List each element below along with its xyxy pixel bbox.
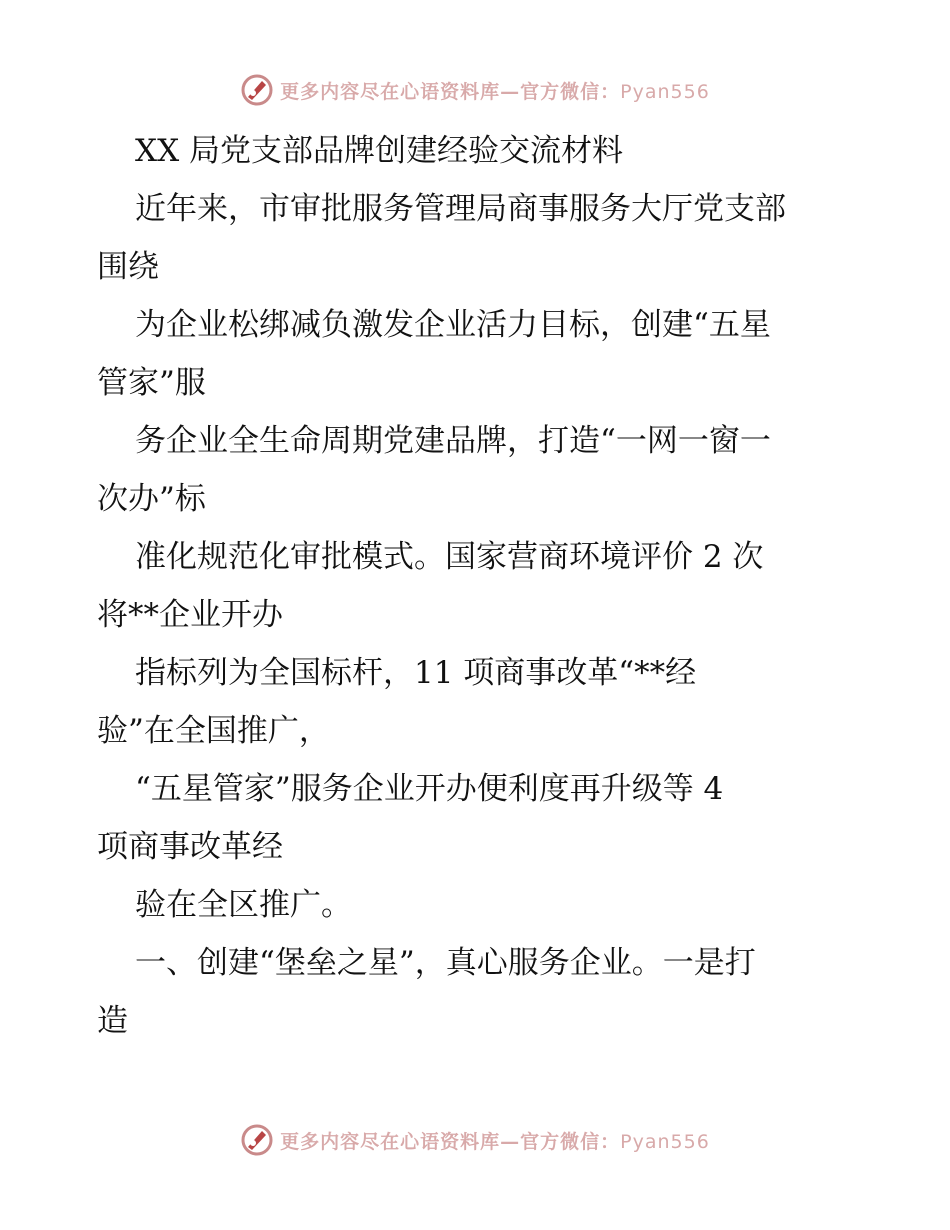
paragraph-line: 围绕	[97, 249, 159, 285]
document-body	[97, 122, 867, 1050]
paragraph-line: 管家”服	[97, 365, 206, 401]
paragraph-line: 务企业全生命周期党建品牌，打造“一网一窗一	[135, 423, 771, 459]
paragraph-line: 准化规范化审批模式。国家营商环境评价 2 次	[135, 539, 764, 575]
watermark-text: 更多内容尽在心语资料库—官方微信：Pyan556	[280, 80, 710, 103]
paragraph-line: “五星管家”服务企业开办便利度再升级等 4	[135, 771, 724, 807]
logo-icon	[240, 73, 274, 107]
watermark-id: Pyan556	[620, 80, 710, 103]
paragraph-line: 为企业松绑减负激发企业活力目标，创建“五星	[135, 307, 771, 343]
paragraph-line: 次办”标	[97, 481, 206, 517]
paragraph-line: 近年来，市审批服务管理局商事服务大厅党支部	[135, 191, 786, 227]
watermark-text: 更多内容尽在心语资料库—官方微信：Pyan556	[280, 1130, 710, 1153]
logo-icon	[240, 1123, 274, 1157]
paragraph-line: 验在全区推广。	[135, 887, 352, 923]
watermark-footer	[0, 1120, 950, 1160]
watermark-header	[0, 70, 950, 110]
paragraph-line: 项商事改革经	[97, 829, 283, 865]
paragraph-line: 指标列为全国标杆，11 项商事改革“**经	[135, 655, 697, 691]
paragraph-line: 将**企业开办	[97, 597, 283, 633]
paragraph-line: 造	[97, 1003, 128, 1039]
document-title: XX 局党支部品牌创建经验交流材料	[135, 133, 623, 169]
paragraph-line: 验”在全国推广，	[97, 713, 330, 749]
watermark-id: Pyan556	[620, 1130, 710, 1153]
section-heading: 一、创建“堡垒之星”，真心服务企业。一是打	[135, 945, 756, 981]
